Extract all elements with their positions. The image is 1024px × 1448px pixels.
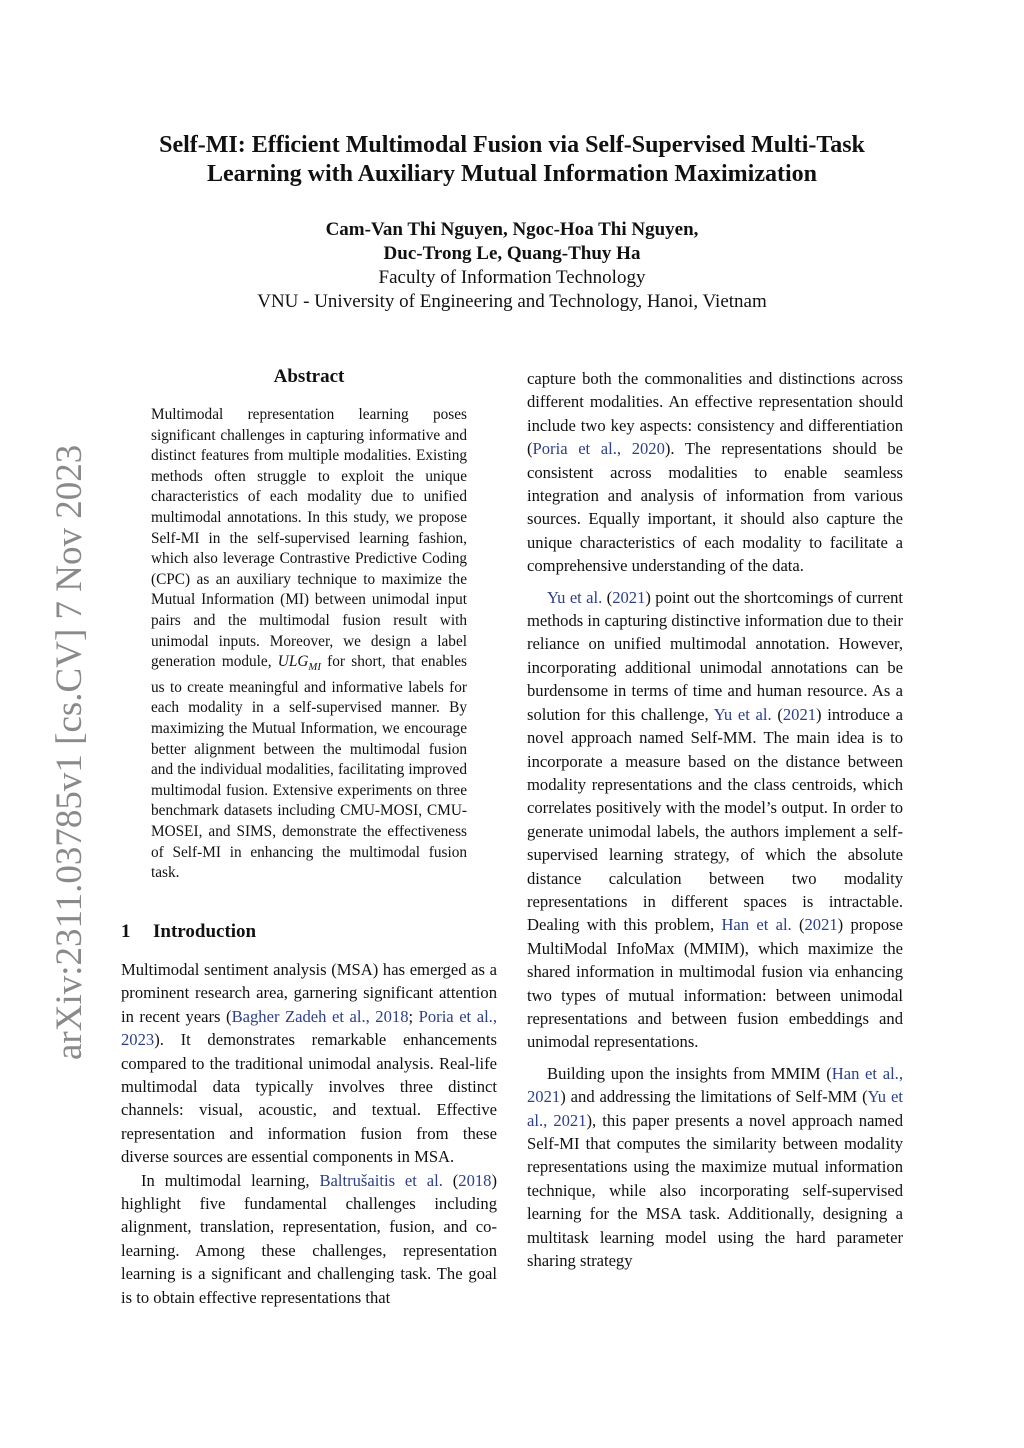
text-run: ( [602, 587, 613, 607]
left-column-intro [121, 958, 497, 1309]
authors-line-1: Cam-Van Thi Nguyen, Ngoc-Hoa Thi Nguyen, [325, 219, 699, 240]
abstract-part-1: Multimodal representation learning poses significant challenges in capturing informative and distinct features from multiple modalities. Existing methods often struggle to exploit the unique characteristics of each modality due to unified multimodal annotations. In this study, we propose Self-MI in the self-supervised learning fashion, which also leverage Contrastive Predictive Coding (CPC) as an auxiliary technique to maximize the Mutual Information (MI) between unimodal input pairs and the multimodal fusion result with unimodal inputs. Moreover, we design a label generation module, [151, 406, 467, 671]
title-line-1: Self-MI: Efficient Multimodal Fusion via Self-Supervised Multi-Task [159, 132, 865, 158]
intro-paragraph-1 [121, 958, 497, 1169]
right-paragraph-1 [527, 367, 903, 578]
right-column [527, 367, 903, 1272]
citation-link[interactable]: Bagher Zadeh et al., 2018 [231, 1006, 409, 1026]
citation-link[interactable]: Yu et al. [547, 587, 603, 607]
text-run: ( [791, 915, 805, 935]
right-paragraph-3 [527, 1062, 903, 1273]
ulg-math-base: ULG [277, 653, 309, 671]
title-line-2: Learning with Auxiliary Mutual Information Maximization [206, 161, 817, 187]
section-title: Introduction [153, 921, 257, 942]
section-heading-introduction [121, 921, 256, 943]
citation-link[interactable]: Yu et al., 2021 [527, 1087, 903, 1130]
text-run: ), this paper presents a novel approach named Self-MI that computes the similarity between modality representations using the maximize mutual information technique, while also incorporating self-supervised learning for the MSA task. Additionally, designing a multitask learning model using the hard parameter sharing strategy [527, 1110, 904, 1271]
citation-link[interactable]: Baltrušaitis et al. [319, 1170, 443, 1190]
text-run: ) [491, 1170, 497, 1190]
right-paragraph-2 [527, 586, 903, 1054]
text-run: ) introduce a novel approach named Self-MM. The main idea is to incorporate a measure based on the distance between modality representations and the class centroids, which correlates positively with the model’s output. In order to generate unimodal labels, the authors implement a self-supervised learning strategy, of which the absolute distance calculation between two modality representations in different spaces is intractable. Dealing with this problem, [527, 704, 903, 935]
author-block [100, 218, 924, 314]
citation-link[interactable]: 2021 [612, 587, 646, 607]
citation-link[interactable]: Yu et al. [713, 704, 772, 724]
citation-link[interactable]: Han et al. [721, 915, 792, 935]
affiliation-1: Faculty of Information Technology [378, 267, 646, 288]
text-run: ). It demonstrates remarkable enhancements compared to the traditional unimodal analysis. Real-life multimodal data typically involves three distinct channels: visual, acoustic, and textual. Effective representation and information fusion from these diverse sources are essential components in MSA. [121, 1030, 497, 1167]
text-run: ( [771, 704, 783, 724]
citation-link[interactable]: 2018 [458, 1170, 492, 1190]
intro-paragraph-2 [121, 1169, 497, 1309]
citation-link[interactable]: Poria et al., 2023 [121, 1006, 497, 1050]
text-run: ). The representations should be consistent across modalities to enable seamless integration and analysis of information from various sources. Equally important, it should also capture the unique characteristics of each modality to facilitate a comprehensive understanding of the data. [527, 439, 903, 576]
abstract-heading: Abstract [273, 366, 345, 387]
text-run: highlight five fundamental challenges including alignment, translation, representation, fusion, and co-learning. Among these challenges, representation learning is a significant and challenging task. The goal is to obtain effective representations that [121, 1194, 497, 1307]
citation-link[interactable]: Han et al., 2021 [527, 1063, 903, 1107]
abstract-text [151, 405, 467, 884]
affiliation-2: VNU - University of Engineering and Technology, Hanoi, Vietnam [257, 291, 767, 312]
text-run: ) point out the shortcomings of current methods in capturing distinctive information due to their reliance on unified multimodal annotation. However, incorporating additional unimodal annotations can be burdensome in terms of time and human resource. As a solution for this challenge, [527, 587, 903, 724]
abstract-part-2: for short, that enables us to create meaningful and informative labels for each modality in a self-supervised manner. By maximizing the Mutual Information, we encourage better alignment between the multimodal fusion and the individual modalities, facilitating improved multimodal fusion. Extensive experiments on three benchmark datasets including CMU-MOSI, CMU-MOSEI, and SIMS, demonstrate the effectiveness of Self-MI in enhancing the multimodal fusion task. [151, 653, 467, 882]
arxiv-stamp: arXiv:2311.03785v1 [cs.CV] 7 Nov 2023 [49, 444, 90, 1060]
citation-link[interactable]: 2021 [782, 704, 817, 724]
citation-link[interactable]: Poria et al., 2020 [532, 439, 665, 459]
text-run: In multimodal learning, [141, 1170, 320, 1190]
authors-line-2: Duc-Trong Le, Quang-Thuy Ha [383, 243, 641, 264]
text-run: ) and addressing the limitations of Self-MM ( [560, 1087, 868, 1107]
ulg-math-sub: MI [308, 661, 321, 674]
section-number: 1 [121, 921, 131, 942]
text-run: ; [408, 1006, 419, 1026]
text-run: capture both the commonalities and distinctions across different modalities. An effective representation should include two key aspects: consistency and differentiation ( [527, 369, 903, 459]
citation-link[interactable]: 2021 [804, 915, 838, 935]
text-run: ( [442, 1170, 459, 1190]
paper-title [100, 131, 924, 189]
text-run: Building upon the insights from MMIM ( [547, 1063, 832, 1083]
ulg-math [277, 653, 321, 674]
text-run: ) propose MultiModal InfoMax (MMIM), which maximize the shared information in multimodal fusion via enhancing two types of mutual information: between unimodal representations and between fusion embeddings and unimodal representations. [527, 915, 903, 1052]
text-run: Multimodal sentiment analysis (MSA) has emerged as a prominent research area, garnering significant attention in recent years ( [121, 960, 497, 1026]
